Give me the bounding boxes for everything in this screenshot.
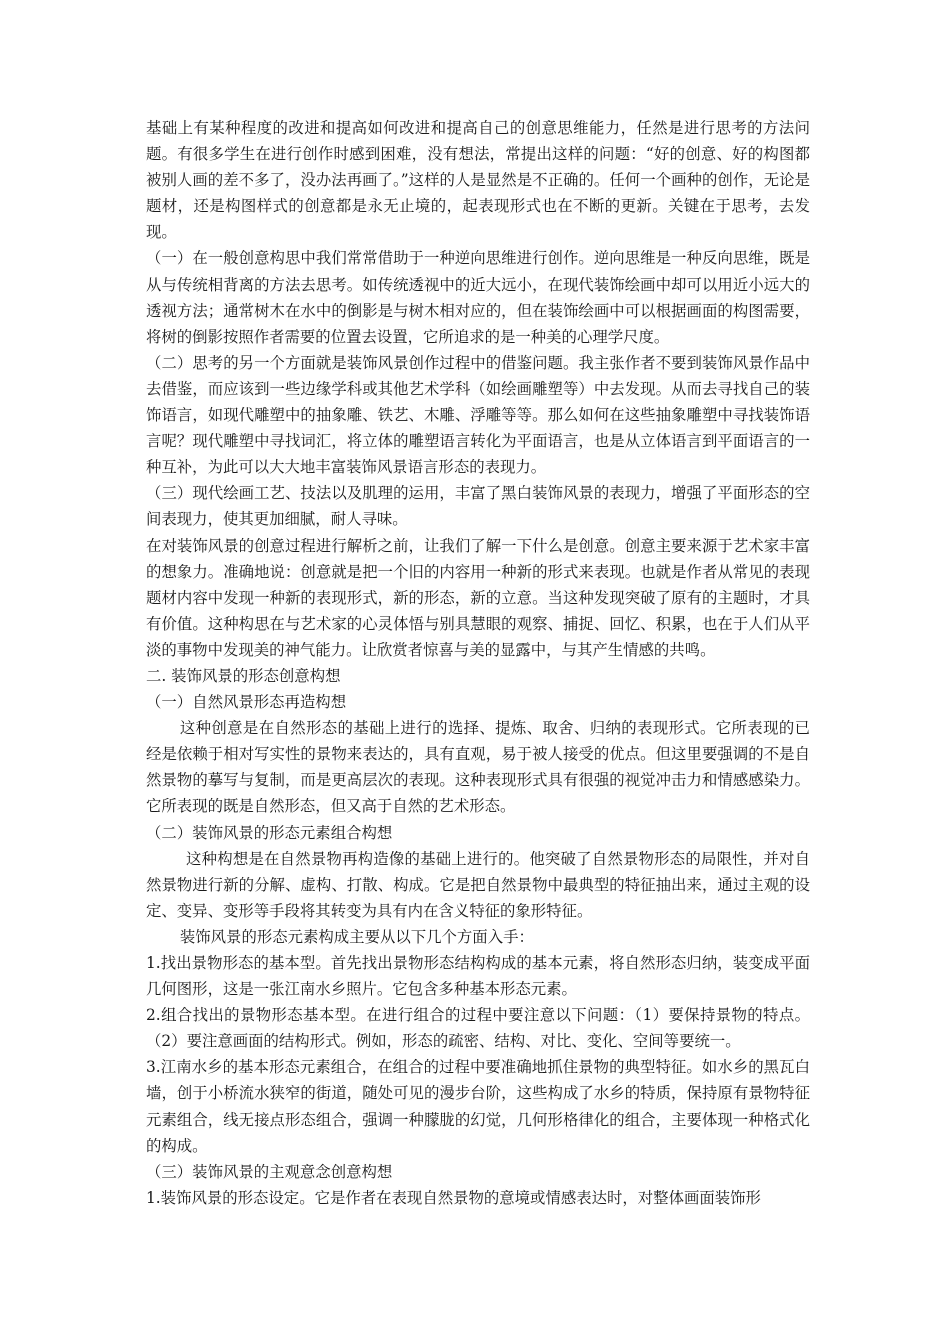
- paragraph-form-setting: 1.装饰风景的形态设定。它是作者在表现自然景物的意境或情感表达时，对整体画面装饰形: [146, 1188, 761, 1207]
- paragraph-intro: 基础上有某种程度的改进和提高如何改进和提高自己的创意思维能力，任然是进行思考的方法问题。有很多学生在进行创作时感到困难，没有想法，常提出这样的问题：“好的创意、好的构图都被别人画的差不多了，没办法再画了。”这样的人是显然是不正确的。任何一个画种的创作，无论是题材，还是构图样式的创意都是永无止境的，起表现形式也在不断的更新。关键在于思考，去发现。: [146, 119, 810, 242]
- list-item-3: 3.江南水乡的基本形态元素组合，在组合的过程中要准确地抓住景物的典型特征。如水乡的黑瓦白墙，创于小桥流水狭窄的街道，随处可见的漫步台阶，这些构成了水乡的特质，保持原有景物特征元素组合，线无接点形态组合，强调一种朦胧的幻觉，几何形格律化的组合，主要体现一种格式化的构成。: [146, 1058, 810, 1155]
- paragraph-reverse-thinking: （一）在一般创意构思中我们常常借助于一种逆向思维进行创作。逆向思维是一种反向思维，既是从与传统相背离的方法去思考。如传统透视中的近大远小，在现代装饰绘画中却可以用近小远大的透视方法；通常树木在水中的倒影是与树木相对应的，但在装饰绘画中可以根据画面的构图需要，将树的倒影按照作者需要的位置去设置，它所追求的是一种美的心理学尺度。: [146, 249, 810, 346]
- subheading-element-combination: （二）装饰风景的形态元素组合构想: [146, 823, 393, 842]
- list-item-2: 2.组合找出的景物形态基本型。在进行组合的过程中要注意以下问题：（1）要保持景物的特点。（2）要注意画面的结构形式。例如，形态的疏密、结构、对比、变化、空间等要统一。: [146, 1006, 810, 1051]
- document-body: [146, 115, 810, 1211]
- section-heading-2: 二. 装饰风景的形态创意构想: [146, 666, 341, 685]
- subheading-natural-form: （一）自然风景形态再造构想: [146, 693, 347, 712]
- paragraph-element-combination: 这种构想是在自然景物再构造像的基础上进行的。他突破了自然景物形态的局限性，并对自然景物进行新的分解、虚构、打散、构成。它是把自然景物中最典型的特征抽出来，通过主观的设定、变异、变形等手段将其转变为具有内在含义特征的象形特征。: [146, 849, 810, 920]
- list-item-1: 1.找出景物形态的基本型。首先找出景物形态结构构成的基本元素，将自然形态归纳，装变成平面几何图形，这是一张江南水乡照片。它包含多种基本形态元素。: [146, 954, 810, 999]
- paragraph-natural-form: 这种创意是在自然形态的基础上进行的选择、提炼、取舍、归纳的表现形式。它所表现的已经是依赖于相对写实性的景物来表达的，具有直观，易于被人接受的优点。但这里要强调的不是自然景物的摹写与复制，而是更高层次的表现。这种表现形式具有很强的视觉冲击力和情感感染力。它所表现的既是自然形态，但又高于自然的艺术形态。: [146, 719, 810, 816]
- paragraph-techniques: （三）现代绘画工艺、技法以及肌理的运用，丰富了黑白装饰风景的表现力，增强了平面形态的空间表现力，使其更加细腻，耐人寻味。: [146, 484, 810, 529]
- paragraph-approaches-intro: 装饰风景的形态元素构成主要从以下几个方面入手：: [179, 927, 534, 946]
- paragraph-creativity-definition: 在对装饰风景的创意过程进行解析之前，让我们了解一下什么是创意。创意主要来源于艺术家丰富的想象力。准确地说：创意就是把一个旧的内容用一种新的形式来表现。也就是作者从常见的表现题材内容中发现一种新的表现形式，新的形态，新的立意。当这种发现突破了原有的主题时，才具有价值。这种构思在与艺术家的心灵体悟与别具慧眼的观察、捕捉、回忆、积累，也在于人们从平淡的事物中发现美的神气能力。让欣赏者惊喜与美的显露中，与其产生情感的共鸣。: [146, 536, 810, 659]
- paragraph-reference: （二）思考的另一个方面就是装饰风景创作过程中的借鉴问题。我主张作者不要到装饰风景作品中去借鉴，而应该到一些边缘学科或其他艺术学科（如绘画雕塑等）中去发现。从而去寻找自己的装饰语言，如现代雕塑中的抽象雕、铁艺、木雕、浮雕等等。那么如何在这些抽象雕塑中寻找装饰语言呢？现代雕塑中寻找词汇，将立体的雕塑语言转化为平面语言，也是从立体语言到平面语言的一种互补，为此可以大大地丰富装饰风景语言形态的表现力。: [146, 353, 810, 477]
- subheading-subjective-concept: （三）装饰风景的主观意念创意构想: [146, 1162, 393, 1181]
